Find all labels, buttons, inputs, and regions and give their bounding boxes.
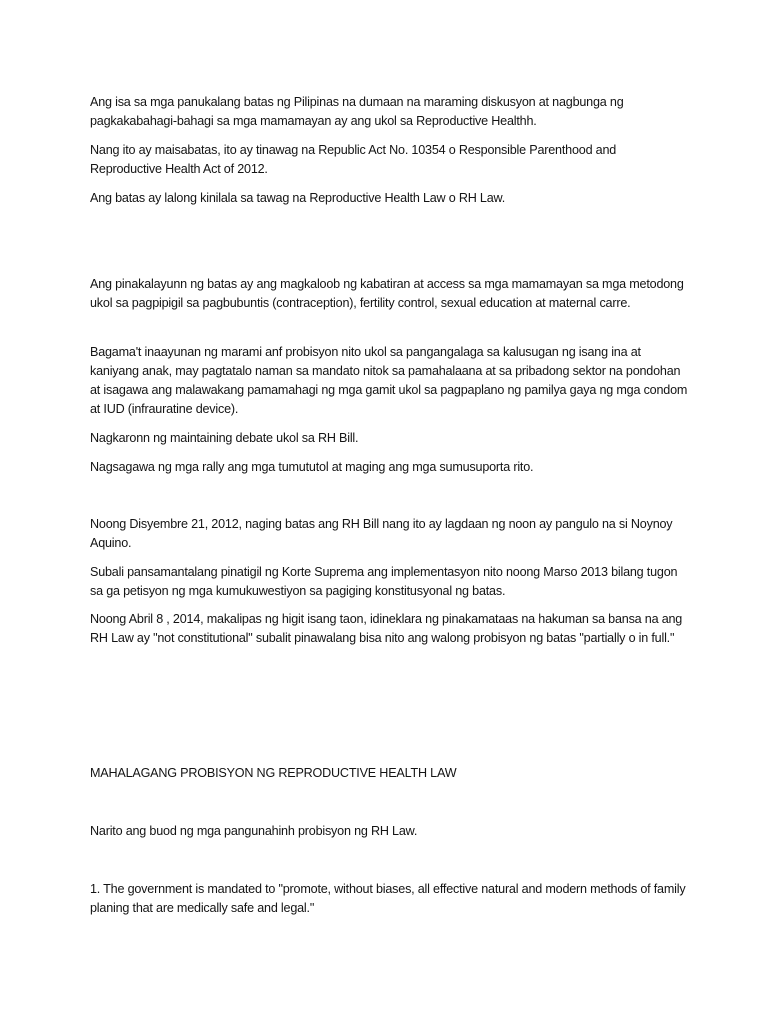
paragraph-intro: Ang isa sa mga panukalang batas ng Pilipinas na dumaan na maraming diskusyon at nagbunga ng pagkakabahagi-bahagi sa mga mamamayan ay ang ukol sa Reproductive Healthh. bbox=[90, 95, 624, 128]
paragraph-signed-into-law: Noong Disyembre 21, 2012, naging batas ang RH Bill nang ito ay lagdaan ng noon ay pangulo na si Noynoy Aquino. bbox=[90, 517, 673, 550]
paragraph-purpose: Ang pinakalayunn ng batas ay ang magkaloob ng kabatiran at access sa mga mamamayan sa mga metodong ukol sa pagpipigil sa pagbubuntis (contraception), fertility control, sexual education at maternal carre. bbox=[90, 277, 684, 310]
provision-item-1: 1. The government is mandated to "promote, without biases, all effective natural and modern methods of family planing that are medically safe and legal." bbox=[90, 882, 686, 915]
paragraph-constitutionality-ruling: Noong Abril 8 , 2014, makalipas ng higit isang taon, idineklara ng pinakamataas na hakuman sa bansa na ang RH Law ay "not constitutional" subalit pinawalang bisa nito ang walong probisyon ng batas "partially o in full." bbox=[90, 612, 683, 645]
paragraph-debate: Nagkaronn ng maintaining debate ukol sa RH Bill. bbox=[90, 431, 359, 445]
paragraph-supreme-court-halt: Subali pansamantalang pinatigil ng Korte Suprema ang implementasyon nito noong Marso 2013 bilang tugon sa ga petisyon ng mga kumukuwestiyon sa pagiging konstitusyonal ng batas. bbox=[90, 565, 678, 598]
paragraph-rh-law-name: Ang batas ay lalong kinilala sa tawag na Reproductive Health Law o RH Law. bbox=[90, 191, 506, 205]
paragraph-republic-act: Nang ito ay maisabatas, ito ay tinawag na Republic Act No. 10354 o Responsible Parenthood and Reproductive Health Act of 2012. bbox=[90, 143, 617, 176]
paragraph-summary-intro: Narito ang buod ng mga pangunahinh probisyon ng RH Law. bbox=[90, 824, 418, 838]
paragraph-controversy: Bagama't inaayunan ng marami anf probisyon nito ukol sa pangangalaga sa kalusugan ng isang ina at kaniyang anak, may pagtatalo naman sa mandato nitok sa pamahalaana at sa pribadong sektor na pondohan at isagawa ang malawakang pamamahagi ng mga gamit ukol sa pagpaplano ng pamilya gaya ng mga condom at IUD (infrauratine device). bbox=[90, 345, 688, 416]
section-heading: MAHALAGANG PROBISYON NG REPRODUCTIVE HEALTH LAW bbox=[90, 766, 457, 780]
paragraph-rallies: Nagsagawa ng mga rally ang mga tumututol at maging ang mga sumusuporta rito. bbox=[90, 460, 534, 474]
